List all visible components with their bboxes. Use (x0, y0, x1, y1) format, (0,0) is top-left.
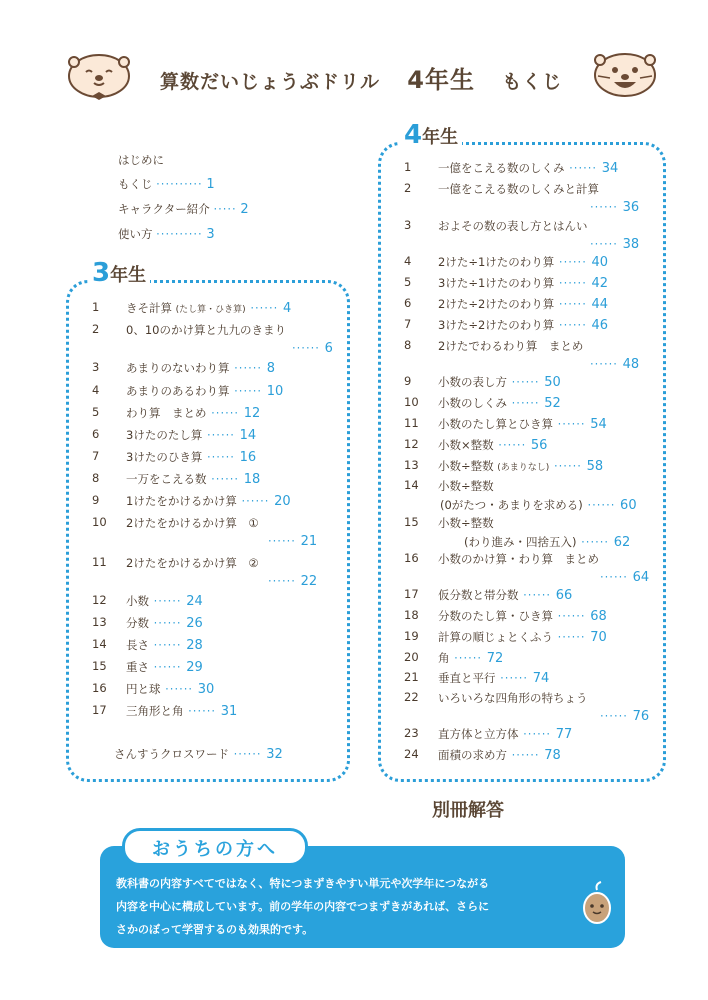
item-number: 4 (404, 254, 412, 268)
leader-dots: ······ (202, 428, 240, 442)
item-number: 17 (404, 587, 419, 601)
item-number: 11 (404, 416, 419, 430)
item-title: 分数のたし算・ひき算 (438, 609, 553, 623)
title-grade: 4年生 (407, 66, 475, 94)
intro-item[interactable]: はじめに (118, 153, 164, 167)
parents-note-text (116, 872, 489, 941)
item-title: 重さ (126, 660, 149, 674)
item-page: 72 (486, 651, 504, 666)
item-title: 3けたのひき算 (126, 450, 203, 464)
item-page: 76 (632, 709, 650, 724)
item-number: 5 (92, 405, 100, 419)
grade4-item[interactable] (404, 515, 664, 531)
grade3-item[interactable] (92, 681, 352, 697)
item-title: あまりのないわり算 (126, 361, 230, 375)
item-continuation (600, 709, 649, 724)
grade4-heading: 4年生 (400, 120, 462, 150)
item-title: 計算の順じょとくふう (438, 630, 553, 644)
grade4-item[interactable] (404, 254, 664, 270)
item-title: 三角形と角 (126, 704, 184, 718)
page-title (160, 60, 562, 95)
item-title-line (438, 160, 618, 176)
grade3-item[interactable] (92, 360, 352, 376)
item-title: 一万をこえる数 (126, 472, 207, 486)
item-continuation (590, 357, 639, 372)
item-title-line (438, 416, 607, 432)
item-page: 38 (622, 237, 640, 252)
grade4-item[interactable] (404, 458, 664, 474)
item-title: わり算 まとめ (126, 406, 207, 420)
item-title: 2けた÷2けたのわり算 (438, 297, 555, 311)
item-title: 小数のしくみ (438, 396, 507, 410)
leader-dots: ······ (554, 276, 592, 290)
item-page: 77 (555, 727, 573, 742)
item-page: 20 (274, 494, 291, 509)
item-title-line (438, 587, 572, 603)
item-number: 15 (92, 659, 107, 673)
item-number: 12 (404, 437, 419, 451)
item-page: 21 (300, 534, 318, 549)
item-title: 小数の表し方 (438, 375, 507, 389)
otter-mascot-icon-right (592, 48, 658, 100)
item-title: 直方体と立方体 (438, 727, 519, 741)
grade4-item[interactable] (404, 317, 664, 333)
item-continuation (590, 237, 639, 252)
leader-dots: ······ (518, 588, 556, 602)
grade3-item[interactable] (92, 383, 352, 399)
grade4-item[interactable] (404, 650, 664, 666)
leader-dots: ······ (590, 200, 623, 214)
item-number: 23 (404, 726, 419, 740)
item-title-line (438, 650, 503, 666)
item-title-line (438, 670, 549, 686)
item-number: 5 (404, 275, 412, 289)
item-title: 0、10のかけ算と九九のきまり (126, 323, 286, 337)
leader-dots: ······ (553, 630, 591, 644)
item-title-line (126, 659, 203, 675)
item-page: 68 (590, 609, 607, 624)
item-title-line (438, 458, 603, 474)
leader-dots: ······ (268, 574, 301, 588)
item-number: 16 (404, 551, 419, 565)
grade4-item[interactable] (404, 275, 664, 291)
parents-note-line: 内容を中心に構成しています。前の学年の内容でつまずきがあれば、さらに (116, 900, 490, 913)
grade3-item[interactable] (92, 427, 352, 443)
leader-dots: ······ (493, 438, 531, 452)
item-continuation (600, 570, 649, 585)
item-title: 小数のたし算とひき算 (438, 417, 553, 431)
grade3-item[interactable] (92, 493, 352, 509)
item-page: 52 (544, 396, 561, 411)
leader-dots: ······ (600, 709, 633, 723)
leader-dots: ······ (554, 255, 592, 269)
grade3-item[interactable] (92, 405, 352, 421)
item-title: 3けた÷2けたのわり算 (438, 318, 555, 332)
item-title-line (438, 275, 608, 291)
grade3-item[interactable] (92, 555, 352, 571)
item-title-line (438, 395, 561, 411)
item-continuation (268, 534, 317, 549)
leader-dots: ······ (292, 341, 325, 355)
leader-dots: ······ (582, 498, 621, 512)
grade3-item[interactable] (92, 300, 352, 316)
item-page: 50 (544, 375, 561, 390)
item-number: 8 (404, 338, 412, 352)
item-title: 3けたのたし算 (126, 428, 203, 442)
item-title: 仮分数と帯分数 (438, 588, 519, 602)
grade4-item[interactable] (404, 416, 664, 432)
item-title: 一億をこえる数のしくみと計算 (438, 182, 599, 196)
item-number: 6 (92, 427, 100, 441)
grade4-item[interactable] (404, 629, 664, 645)
grade4-item[interactable] (404, 437, 664, 453)
crossword-page: 32 (266, 747, 283, 762)
grade4-item[interactable] (404, 608, 664, 624)
item-title-line (126, 449, 256, 465)
leader-dots: ······ (229, 361, 267, 375)
grade4-item[interactable] (404, 670, 664, 686)
leader-dots: ······ (149, 616, 187, 630)
item-page: 40 (591, 255, 609, 270)
grade4-item[interactable] (404, 338, 664, 354)
item-page: 4 (282, 301, 292, 316)
item-number: 20 (404, 650, 419, 664)
item-title-line (438, 437, 547, 453)
item-page: 10 (266, 384, 284, 399)
item-number: 22 (404, 690, 419, 704)
item-title-line (438, 608, 607, 624)
grade4-item[interactable] (404, 551, 664, 567)
item-number: 9 (92, 493, 100, 507)
item-page: 46 (591, 318, 609, 333)
item-page: 8 (266, 361, 276, 376)
item-title: 分数 (126, 616, 149, 630)
title-contents: もくじ (502, 71, 563, 93)
item-subtitle: (たし算・ひき算) (175, 305, 246, 315)
item-number: 14 (404, 478, 419, 492)
item-title-line (126, 405, 260, 421)
item-number: 14 (92, 637, 107, 651)
item-number: 13 (92, 615, 107, 629)
grade4-item[interactable] (404, 478, 664, 494)
leader-dots: ······ (229, 384, 267, 398)
item-title-line (438, 181, 599, 197)
item-number: 21 (404, 670, 419, 684)
leader-dots: ······ (553, 417, 591, 431)
item-title-line (126, 300, 291, 316)
item-continuation (440, 497, 637, 513)
item-title: 角 (438, 651, 450, 665)
item-title: 面積の求め方 (438, 748, 507, 762)
leader-dots: ······ (507, 396, 545, 410)
item-page: 66 (555, 588, 573, 603)
item-page: 24 (186, 594, 203, 609)
item-number: 9 (404, 374, 412, 388)
item-page: 54 (590, 417, 607, 432)
item-title: 小数 (126, 594, 149, 608)
leader-dots: ······ (553, 609, 591, 623)
item-page: 56 (530, 438, 548, 453)
grade3-item[interactable] (92, 593, 352, 609)
item-number: 8 (92, 471, 100, 485)
leader-dots: ······ (549, 459, 587, 473)
leader-dots: ······ (149, 660, 187, 674)
item-page: 48 (622, 357, 640, 372)
item-title: 2けたでわるわり算 まとめ (438, 339, 584, 353)
item-number: 16 (92, 681, 107, 695)
item-title-line (438, 338, 583, 354)
leader-dots: ······ (576, 535, 614, 549)
item-title: 小数÷整数 (438, 479, 494, 493)
grade3-item[interactable] (92, 615, 352, 631)
item-title-line (438, 726, 572, 742)
item-title: 2けたをかけるかけ算 ① (126, 516, 259, 530)
grade4-item[interactable] (404, 218, 664, 234)
leader-dots: ······ (149, 594, 187, 608)
grade4-item[interactable] (404, 181, 664, 197)
grade4-item[interactable] (404, 374, 664, 390)
leader-dots: ······ (206, 472, 244, 486)
leader-dots: ······ (268, 534, 301, 548)
item-number: 12 (92, 593, 107, 607)
parents-note-line: さかのぼって学習するのも効果的です。 (116, 923, 314, 936)
item-page: 36 (622, 200, 640, 215)
leader-dots: ······ (183, 704, 221, 718)
item-number: 10 (404, 395, 419, 409)
item-page: 12 (243, 406, 261, 421)
grade3-item[interactable] (92, 659, 352, 675)
potato-mascot-icon (580, 880, 614, 926)
grade4-item[interactable] (404, 160, 664, 176)
item-title-line (126, 615, 203, 631)
item-page: 60 (620, 498, 637, 513)
parents-note-title-bubble (122, 828, 308, 866)
item-title: 小数÷整数 (438, 459, 494, 473)
leader-dots: ······ (245, 301, 283, 315)
item-number: 7 (404, 317, 412, 331)
grade3-item[interactable] (92, 703, 352, 719)
leader-dots: ······ (507, 748, 545, 762)
grade3-item[interactable] (92, 637, 352, 653)
item-title: 1けたをかけるかけ算 (126, 494, 237, 508)
item-title-line (126, 322, 286, 338)
item-title-line (438, 374, 561, 390)
item-number: 1 (92, 300, 100, 314)
item-number: 1 (404, 160, 412, 174)
item-number: 10 (92, 515, 107, 529)
item-title-line (438, 478, 494, 494)
grade3-heading: 3年生 (88, 258, 150, 288)
parents-note-line: 教科書の内容すべてではなく、特につまずきやすい単元や次学年につながる (116, 877, 490, 890)
item-title-line (438, 515, 494, 531)
leader-dots: ······ (590, 357, 623, 371)
intro-item[interactable]: 使い方 ·········· 3 (118, 227, 215, 242)
item-title-line (126, 383, 283, 399)
item-title-line (438, 296, 608, 312)
leader-dots: ······ (229, 747, 267, 761)
item-page: 22 (300, 574, 318, 589)
item-page: 70 (590, 630, 607, 645)
grade3-item[interactable] (92, 322, 352, 338)
item-page: 6 (324, 341, 333, 356)
crossword-title: さんすうクロスワード (114, 747, 229, 761)
intro-list (118, 148, 249, 247)
leader-dots: ······ (590, 237, 623, 251)
item-page: 31 (220, 704, 238, 719)
item-title-line (126, 515, 259, 531)
grade4-item[interactable] (404, 726, 664, 742)
item-title: 2けた÷1けたのわり算 (438, 255, 555, 269)
item-title: 垂直と平行 (438, 671, 496, 685)
item-continuation (464, 534, 630, 550)
item-title-line (438, 747, 561, 763)
item-number: 19 (404, 629, 419, 643)
item-title: 小数×整数 (438, 438, 494, 452)
item-page: 26 (186, 616, 203, 631)
otter-mascot-icon-left (66, 50, 132, 102)
item-page: 62 (613, 535, 631, 550)
leader-dots: ······ (206, 406, 244, 420)
item-number: 3 (404, 218, 412, 232)
item-continuation (292, 341, 333, 356)
grade4-item[interactable] (404, 587, 664, 603)
item-page: 14 (239, 428, 257, 443)
item-number: 2 (404, 181, 412, 195)
item-title: 小数のかけ算・わり算 まとめ (438, 552, 599, 566)
item-page: 29 (186, 660, 203, 675)
leader-dots: ······ (495, 671, 533, 685)
leader-dots: ······ (507, 375, 545, 389)
leader-dots: ······ (149, 638, 187, 652)
leader-dots: ······ (449, 651, 487, 665)
item-page: 18 (243, 472, 261, 487)
item-continuation (268, 574, 317, 589)
item-title: あまりのあるわり算 (126, 384, 230, 398)
item-number: 3 (92, 360, 100, 374)
item-number: 15 (404, 515, 419, 529)
item-number: 4 (92, 383, 100, 397)
item-title-line (438, 254, 608, 270)
item-number: 17 (92, 703, 107, 717)
item-number: 13 (404, 458, 419, 472)
item-title-line (438, 218, 588, 234)
grade3-item[interactable] (92, 449, 352, 465)
leader-dots: ······ (518, 727, 556, 741)
leader-dots: ······ (600, 570, 633, 584)
item-subtitle: (あまりなし) (497, 463, 550, 473)
item-number: 18 (404, 608, 419, 622)
item-title: 2けたをかけるかけ算 ② (126, 556, 259, 570)
leader-dots: ······ (202, 450, 240, 464)
item-number: 24 (404, 747, 419, 761)
leader-dots: ······ (554, 297, 592, 311)
item-title-line (126, 593, 203, 609)
item-page: 64 (632, 570, 650, 585)
leader-dots: ······ (564, 161, 602, 175)
item-page: 78 (544, 748, 561, 763)
item-title: 円と球 (126, 682, 161, 696)
item-number: 2 (92, 322, 100, 336)
title-main: 算数だいじょうぶドリル (160, 71, 381, 93)
item-title: 一億をこえる数のしくみ (438, 161, 565, 175)
item-title-line (126, 493, 291, 509)
grade4-item[interactable] (404, 690, 664, 706)
grade4-item[interactable] (404, 296, 664, 312)
item-title: 小数÷整数 (438, 516, 494, 530)
parents-note-title: おうちの方へ (152, 839, 278, 860)
item-number: 11 (92, 555, 107, 569)
item-number: 6 (404, 296, 412, 310)
item-page: 58 (586, 459, 604, 474)
intro-item[interactable]: もくじ ·········· 1 (118, 177, 215, 192)
item-page: 44 (591, 297, 609, 312)
item-subtitle: (わり進み・四捨五入) (464, 535, 577, 549)
item-title: きそ計算 (126, 301, 172, 315)
item-page: 34 (601, 161, 619, 176)
item-title-line (438, 629, 607, 645)
grade4-item[interactable] (404, 747, 664, 763)
item-title-line (438, 317, 608, 333)
item-title-line (126, 703, 237, 719)
item-title: いろいろな四角形の特ちょう (438, 691, 588, 705)
item-title-line (126, 637, 203, 653)
answers-booklet-label: 別冊解答 (432, 800, 504, 821)
leader-dots: ······ (554, 318, 592, 332)
item-page: 74 (532, 671, 550, 686)
item-title-line (126, 555, 259, 571)
item-subtitle: (0がたつ・あまりを求める) (440, 498, 583, 512)
item-page: 30 (197, 682, 215, 697)
item-title-line (126, 360, 275, 376)
item-title: 3けた÷1けたのわり算 (438, 276, 555, 290)
grade3-item[interactable] (92, 471, 352, 487)
grade3-item[interactable] (92, 515, 352, 531)
item-title-line (126, 681, 214, 697)
item-continuation (590, 200, 639, 215)
item-page: 28 (186, 638, 203, 653)
grade4-item[interactable] (404, 395, 664, 411)
item-page: 16 (239, 450, 257, 465)
item-title: およその数の表し方とはんい (438, 219, 588, 233)
leader-dots: ······ (236, 494, 275, 508)
item-page: 42 (591, 276, 609, 291)
item-title-line (438, 551, 599, 567)
item-title-line (126, 427, 256, 443)
item-title-line (438, 690, 588, 706)
crossword-item[interactable] (114, 746, 283, 762)
item-number: 7 (92, 449, 100, 463)
item-title-line (126, 471, 260, 487)
intro-item[interactable]: キャラクター紹介 ····· 2 (118, 202, 249, 217)
item-title: 長さ (126, 638, 149, 652)
leader-dots: ······ (160, 682, 198, 696)
